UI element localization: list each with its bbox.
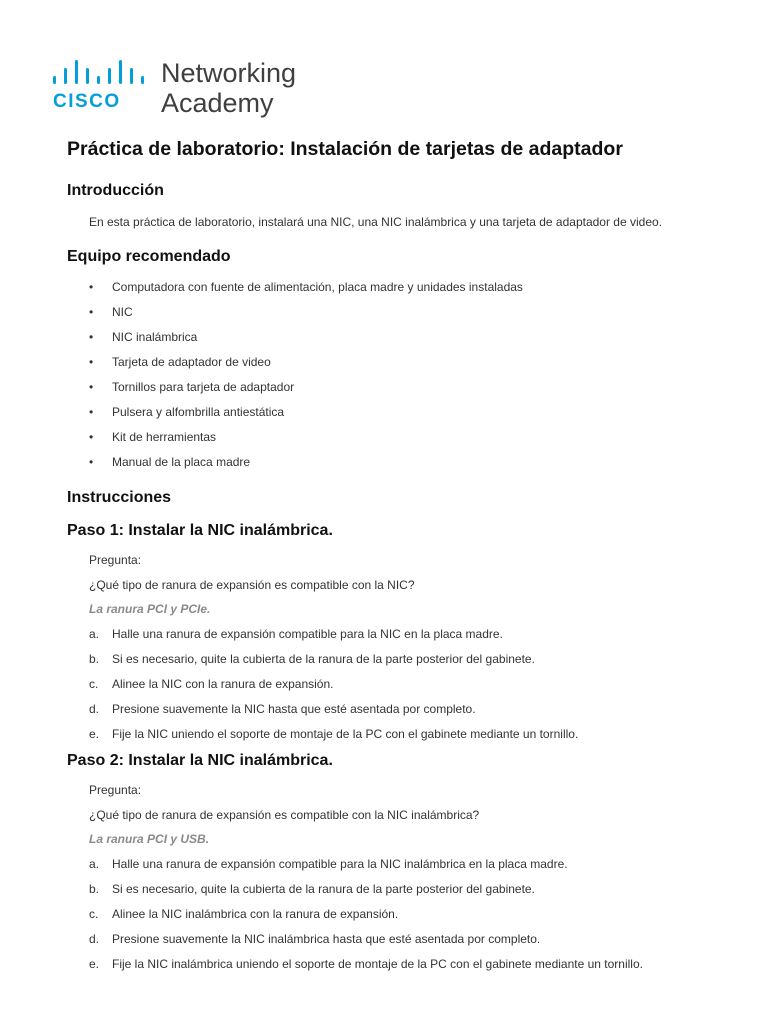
list-item: Si es necesario, quite la cubierta de la ranura de la parte posterior del gabinete. <box>112 652 535 666</box>
instructions-heading: Instrucciones <box>67 489 172 506</box>
step2-answer: La ranura PCI y USB. <box>89 832 210 846</box>
equipment-item: Pulsera y alfombrilla antiestática <box>112 405 285 419</box>
list-item: Presione suavemente la NIC hasta que esté asentada por completo. <box>112 702 476 716</box>
bullet-icon: • <box>89 355 94 369</box>
equipment-item: NIC inalámbrica <box>112 330 198 344</box>
step1-question-label: Pregunta: <box>89 553 142 567</box>
logo-academy-text: Academy <box>161 88 274 118</box>
list-letter: c. <box>89 907 99 921</box>
list-letter: c. <box>89 677 99 691</box>
cisco-networking-academy-logo <box>53 58 313 118</box>
list-item: Fije la NIC inalámbrica uniendo el soporte de montaje de la PC con el gabinete mediante un tornillo. <box>112 957 643 971</box>
equipment-item: Computadora con fuente de alimentación, placa madre y unidades instaladas <box>112 280 523 294</box>
page-title: Práctica de laboratorio: Instalación de tarjetas de adaptador <box>67 138 623 160</box>
list-letter: d. <box>89 702 100 716</box>
equipment-item: NIC <box>112 305 133 319</box>
step1-question: ¿Qué tipo de ranura de expansión es compatible con la NIC? <box>89 578 415 592</box>
equipment-heading: Equipo recomendado <box>67 248 231 265</box>
intro-text: En esta práctica de laboratorio, instalará una NIC, una NIC inalámbrica y una tarjeta de adaptador de video. <box>89 215 662 229</box>
cisco-wordmark: CISCO <box>53 91 121 112</box>
list-letter: e. <box>89 957 100 971</box>
list-letter: b. <box>89 652 100 666</box>
step1-answer: La ranura PCI y PCIe. <box>89 602 211 616</box>
list-letter: b. <box>89 882 100 896</box>
cisco-bars-icon <box>53 58 149 84</box>
step2-question: ¿Qué tipo de ranura de expansión es compatible con la NIC inalámbrica? <box>89 808 480 822</box>
intro-heading: Introducción <box>67 182 164 199</box>
bullet-icon: • <box>89 405 94 419</box>
list-item: Halle una ranura de expansión compatible para la NIC en la placa madre. <box>112 627 503 641</box>
step1-heading: Paso 1: Instalar la NIC inalámbrica. <box>67 522 333 539</box>
bullet-icon: • <box>89 455 94 469</box>
bullet-icon: • <box>89 430 94 444</box>
logo-networking-text: Networking <box>161 58 297 88</box>
equipment-item: Tarjeta de adaptador de video <box>112 355 271 369</box>
bullet-icon: • <box>89 305 94 319</box>
list-item: Alinee la NIC inalámbrica con la ranura de expansión. <box>112 907 399 921</box>
list-letter: e. <box>89 727 100 741</box>
equipment-item: Kit de herramientas <box>112 430 217 444</box>
equipment-item: Tornillos para tarjeta de adaptador <box>112 380 295 394</box>
equipment-item: Manual de la placa madre <box>112 455 251 469</box>
bullet-icon: • <box>89 330 94 344</box>
list-item: Halle una ranura de expansión compatible para la NIC inalámbrica en la placa madre. <box>112 857 568 871</box>
list-item: Alinee la NIC con la ranura de expansión. <box>112 677 334 691</box>
bullet-icon: • <box>89 380 94 394</box>
list-letter: d. <box>89 932 100 946</box>
list-item: Fije la NIC uniendo el soporte de montaje de la PC con el gabinete mediante un tornillo. <box>112 727 579 741</box>
list-letter: a. <box>89 857 100 871</box>
list-letter: a. <box>89 627 100 641</box>
bullet-icon: • <box>89 280 94 294</box>
list-item: Si es necesario, quite la cubierta de la ranura de la parte posterior del gabinete. <box>112 882 535 896</box>
step2-question-label: Pregunta: <box>89 783 142 797</box>
list-item: Presione suavemente la NIC inalámbrica hasta que esté asentada por completo. <box>112 932 541 946</box>
step2-heading: Paso 2: Instalar la NIC inalámbrica. <box>67 752 333 769</box>
